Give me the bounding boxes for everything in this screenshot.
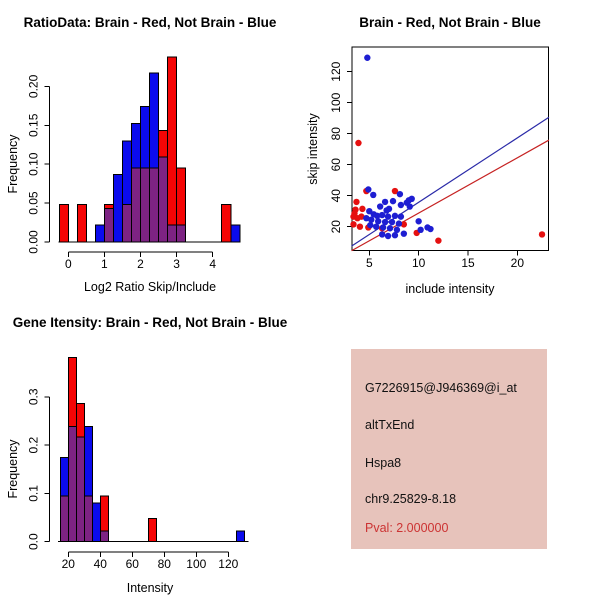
svg-text:5: 5 bbox=[365, 256, 373, 270]
svg-text:RatioData: Brain - Red, Not Br: RatioData: Brain - Red, Not Brain - Blue bbox=[23, 15, 277, 30]
svg-text:100: 100 bbox=[186, 557, 207, 571]
svg-text:Frequency: Frequency bbox=[6, 134, 20, 194]
svg-text:20: 20 bbox=[329, 220, 343, 234]
svg-text:0.0: 0.0 bbox=[26, 533, 41, 551]
svg-text:0.10: 0.10 bbox=[26, 152, 41, 176]
svg-text:4: 4 bbox=[209, 257, 217, 271]
gene_hist-bars bbox=[60, 358, 244, 542]
svg-text:15: 15 bbox=[461, 256, 475, 270]
svg-text:Gene Itensity: Brain - Red, No: Gene Itensity: Brain - Red, Not Brain - Blue bbox=[12, 315, 288, 330]
svg-text:20: 20 bbox=[61, 557, 75, 571]
svg-text:Frequency: Frequency bbox=[6, 439, 20, 499]
svg-text:0.15: 0.15 bbox=[26, 113, 41, 137]
locus-text: chr9.25829-8.18 bbox=[365, 492, 457, 506]
ratio_hist-panel bbox=[6, 15, 277, 294]
svg-text:Intensity: Intensity bbox=[126, 581, 174, 595]
svg-text:include intensity: include intensity bbox=[405, 282, 495, 296]
svg-text:40: 40 bbox=[329, 189, 343, 203]
svg-text:1: 1 bbox=[101, 257, 108, 271]
svg-text:2: 2 bbox=[137, 257, 144, 271]
svg-text:0.3: 0.3 bbox=[26, 388, 41, 406]
svg-text:3: 3 bbox=[173, 257, 180, 271]
svg-text:0: 0 bbox=[64, 257, 72, 271]
gene-name-text: Hspa8 bbox=[365, 456, 402, 470]
gene_hist-panel bbox=[6, 315, 288, 595]
svg-text:100: 100 bbox=[329, 92, 343, 113]
svg-text:0.20: 0.20 bbox=[26, 74, 41, 99]
svg-text:60: 60 bbox=[329, 158, 343, 172]
svg-text:20: 20 bbox=[510, 256, 525, 270]
svg-text:0.1: 0.1 bbox=[26, 485, 41, 502]
svg-text:60: 60 bbox=[125, 557, 139, 571]
svg-text:120: 120 bbox=[329, 61, 343, 82]
svg-text:0.00: 0.00 bbox=[26, 230, 41, 254]
probe-id-text: G7226915@J946369@i_at bbox=[365, 381, 517, 395]
svg-text:Brain - Red, Not Brain - Blue: Brain - Red, Not Brain - Blue bbox=[359, 15, 541, 30]
svg-text:skip intensity: skip intensity bbox=[306, 113, 320, 185]
scatter-points bbox=[350, 55, 545, 244]
ratio_hist-bars bbox=[59, 57, 240, 242]
svg-text:80: 80 bbox=[157, 557, 171, 571]
svg-text:80: 80 bbox=[329, 127, 343, 141]
event-type-text: altTxEnd bbox=[365, 418, 415, 432]
svg-text:0.05: 0.05 bbox=[26, 191, 41, 215]
gene-info-panel bbox=[351, 349, 547, 549]
svg-text:40: 40 bbox=[93, 557, 107, 571]
svg-text:Log2 Ratio Skip/Include: Log2 Ratio Skip/Include bbox=[83, 280, 217, 294]
svg-text:10: 10 bbox=[411, 256, 426, 270]
scatter-panel bbox=[306, 15, 549, 296]
svg-text:0.2: 0.2 bbox=[26, 436, 41, 454]
pval-text: Pval: 2.000000 bbox=[365, 521, 449, 535]
svg-text:120: 120 bbox=[218, 557, 239, 571]
